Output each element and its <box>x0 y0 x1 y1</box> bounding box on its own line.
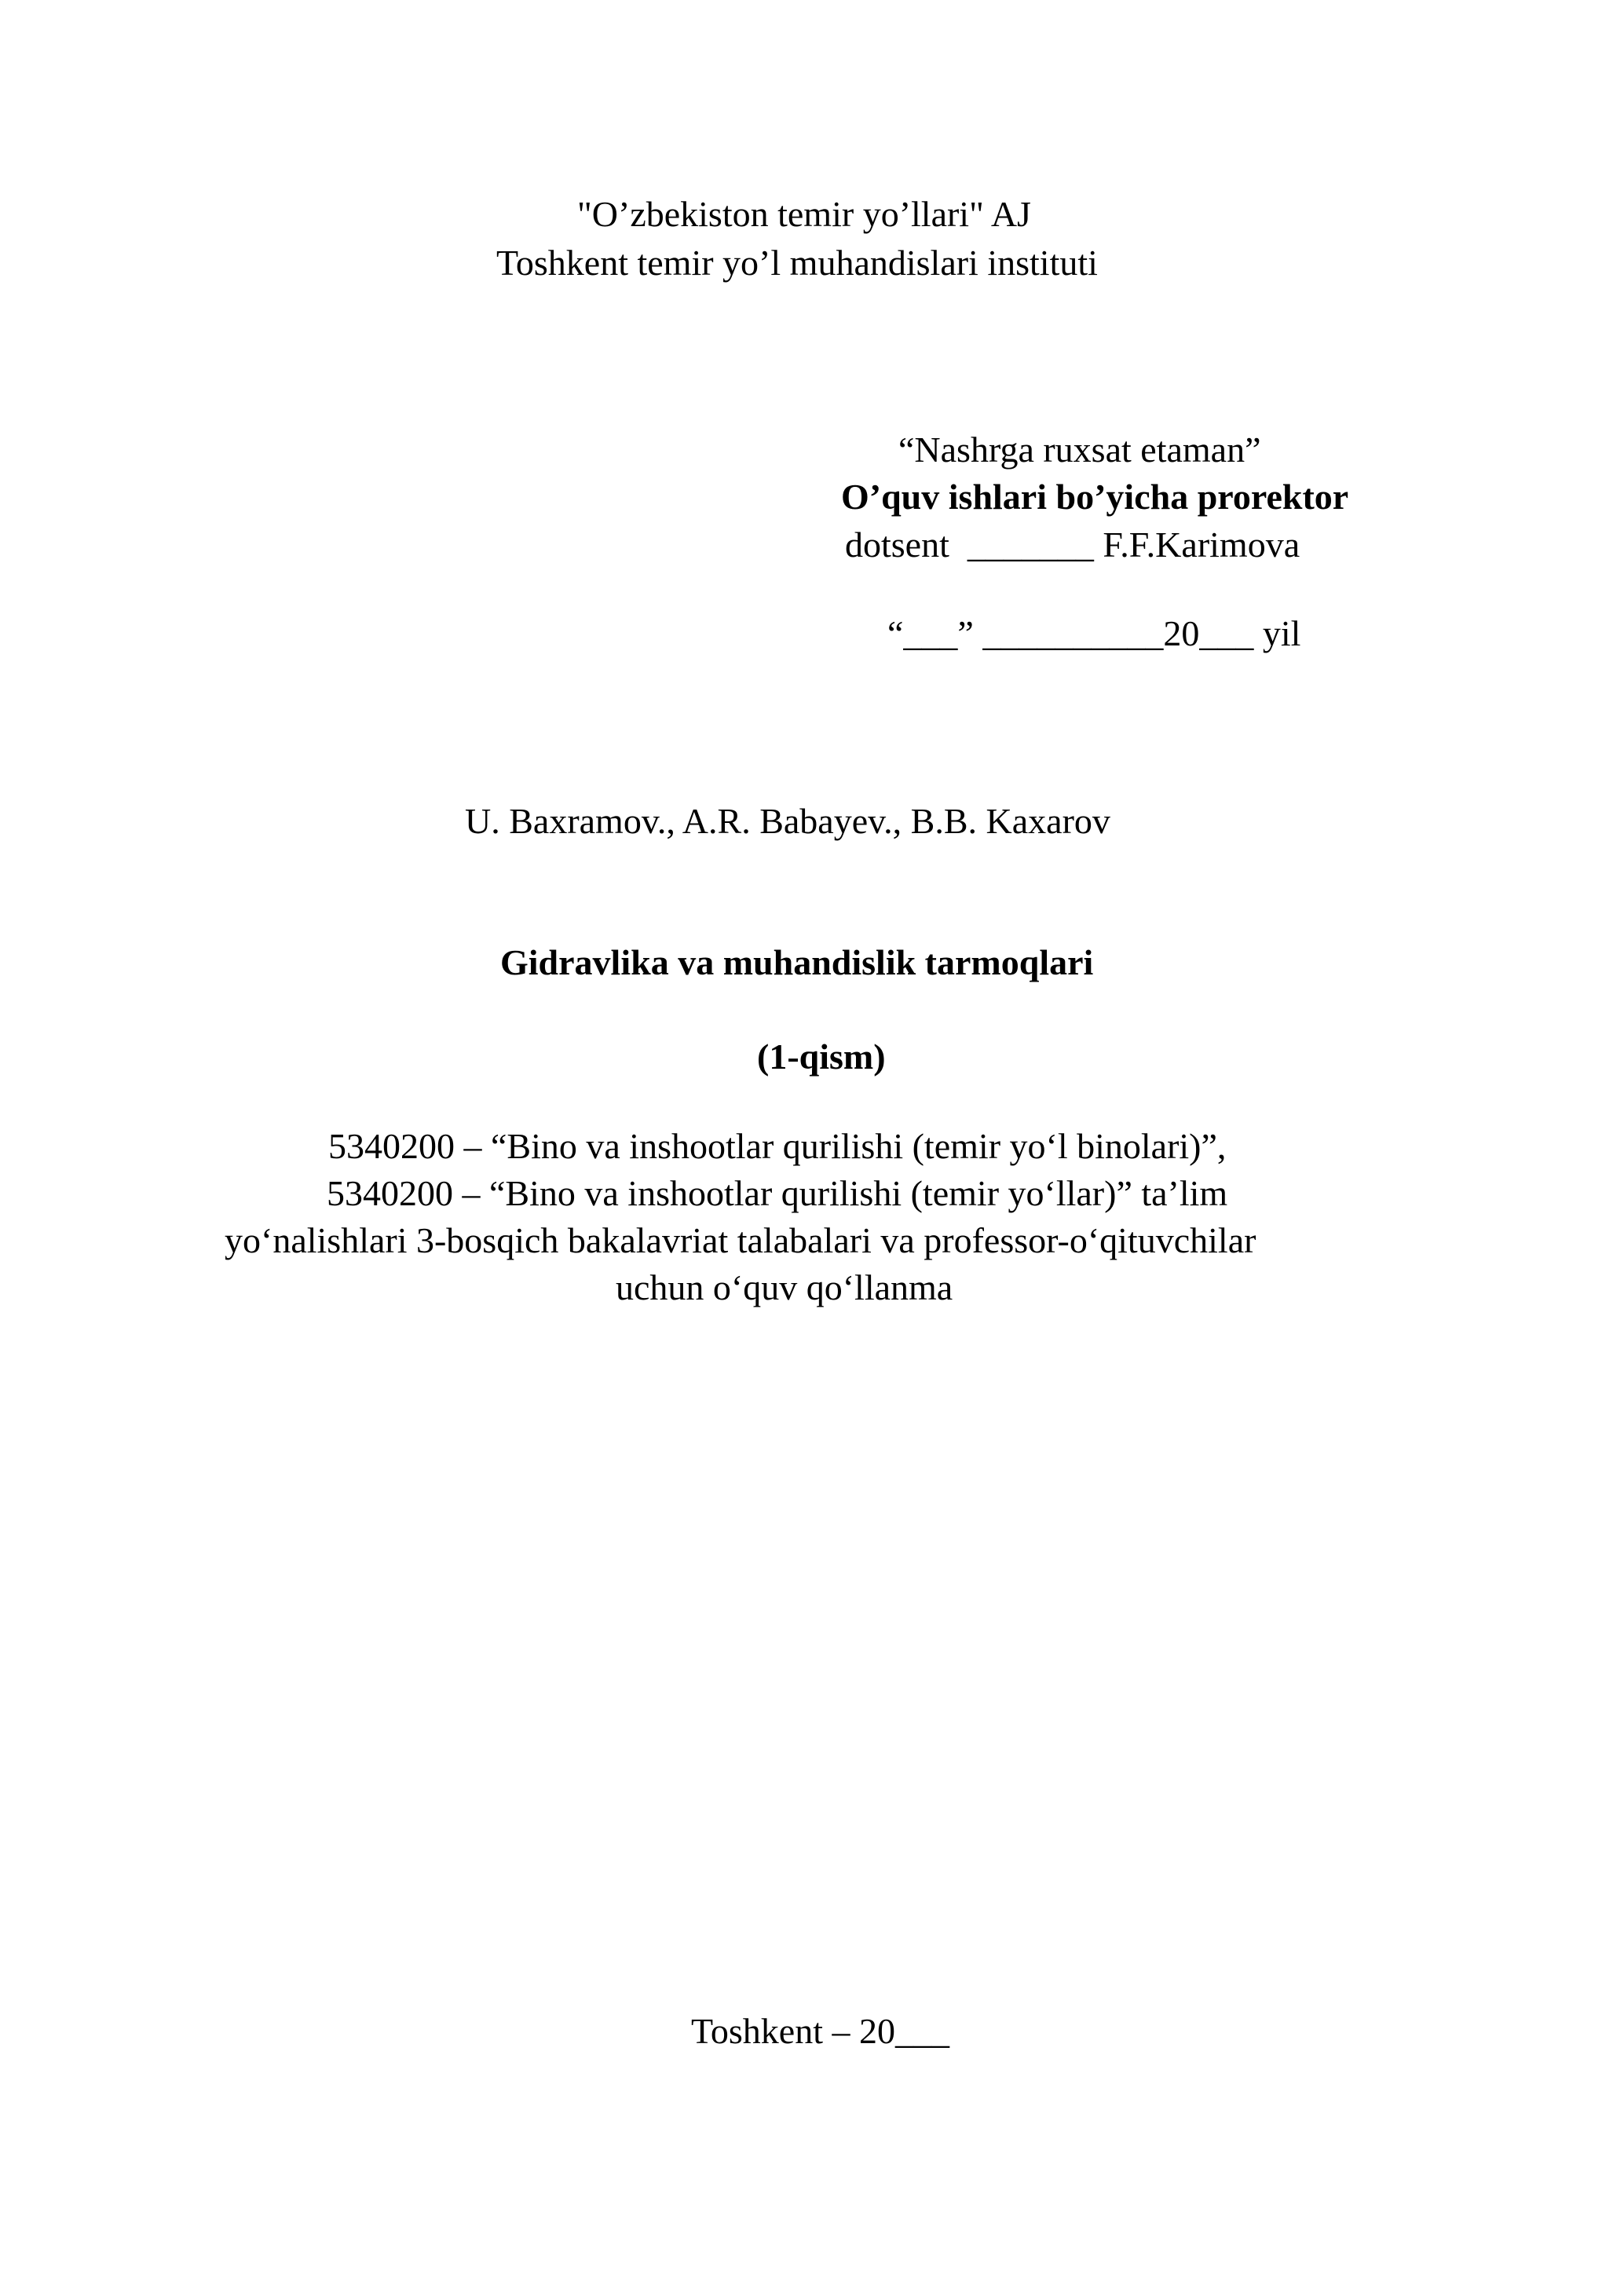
institute-name: Toshkent temir yo’l muhandislari instituti <box>496 243 1098 283</box>
authors: U. Baxramov., A.R. Babayev., B.B. Kaxarov <box>465 801 1110 841</box>
book-title: Gidravlika va muhandislik tarmoqlari <box>500 942 1094 982</box>
approval-date: “___” __________20___ yil <box>887 613 1301 653</box>
description-line-2: 5340200 – “Bino va inshootlar qurilishi (temir yo‘llar)” ta’lim <box>327 1173 1228 1213</box>
part-number: (1-qism) <box>757 1036 886 1077</box>
approval-signatory: dotsent _______ F.F.Karimova <box>845 525 1300 565</box>
approval-permission: “Nashrga ruxsat etaman” <box>898 430 1261 470</box>
organization-name: "O’zbekiston temir yo’llari" AJ <box>577 194 1031 234</box>
approval-position: O’quv ishlari bo’yicha prorektor <box>841 477 1349 517</box>
description-line-1: 5340200 – “Bino va inshootlar qurilishi (temir yo‘l binolari)”, <box>328 1126 1227 1166</box>
description-line-4: uchun o‘quv qo‘llanma <box>616 1267 953 1307</box>
description-line-3: yo‘nalishlari 3-bosqich bakalavriat talabalari va professor-o‘qituvchilar <box>225 1220 1256 1260</box>
place-year: Toshkent – 20___ <box>691 2011 949 2051</box>
